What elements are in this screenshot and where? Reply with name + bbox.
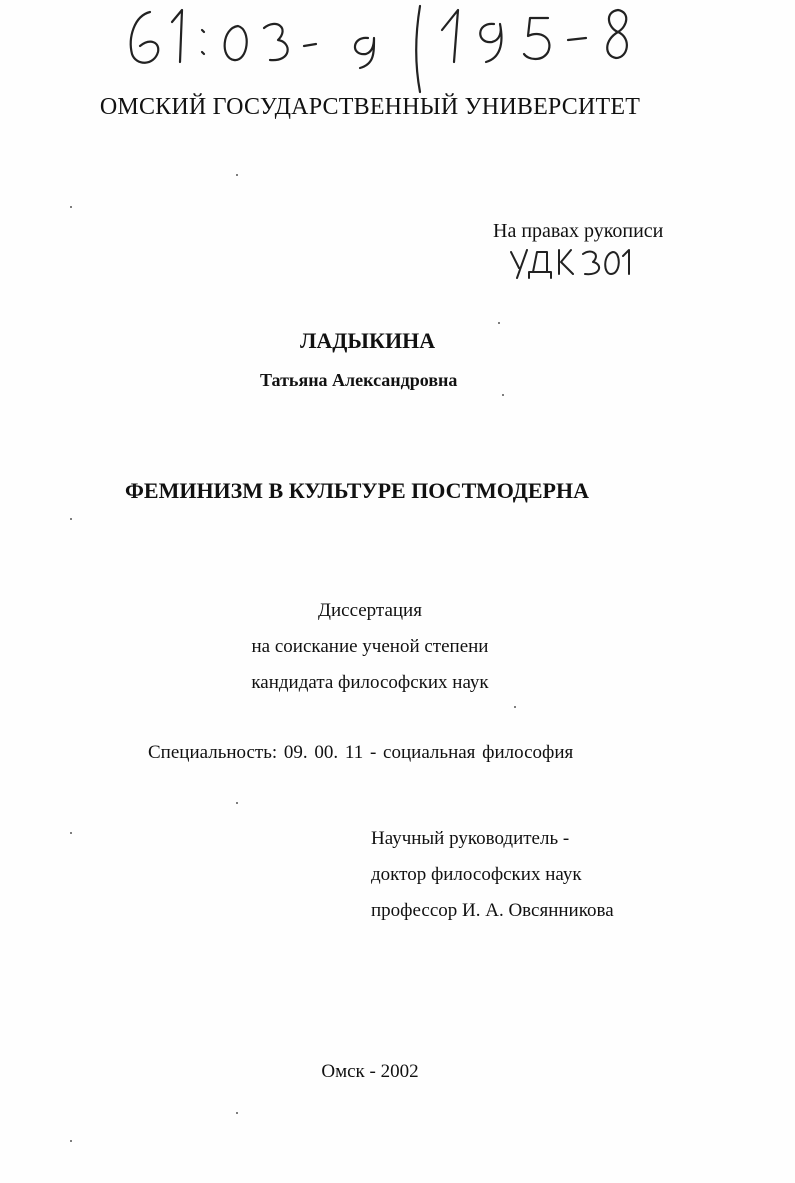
handwritten-udk-code <box>505 244 635 286</box>
advisor-line1: Научный руководитель - <box>371 828 570 849</box>
advisor-line3: профессор И. А. Овсянникова <box>371 900 614 921</box>
scan-speck <box>70 832 72 834</box>
handwritten-udk-drawing <box>505 244 635 286</box>
thesis-type-line1: Диссертация <box>318 600 422 621</box>
scan-speck <box>514 706 516 708</box>
thesis-specialty: Специальность: 09. 00. 11 - социальная философия <box>148 742 574 763</box>
thesis-type-line3: кандидата философских наук <box>251 672 489 693</box>
scan-speck <box>236 1112 238 1114</box>
author-given-names: Татьяна Александровна <box>260 370 458 390</box>
thesis-type-line2: на соискание ученой степени <box>251 636 489 657</box>
author-surname: ЛАДЫКИНА <box>300 328 436 353</box>
advisor-line2: доктор философских наук <box>371 864 582 885</box>
university-name: ОМСКИЙ ГОСУДАРСТВЕННЫЙ УНИВЕРСИТЕТ <box>99 94 641 120</box>
scan-speck <box>502 394 504 396</box>
scan-speck <box>70 206 72 208</box>
city-year: Омск - 2002 <box>321 1061 419 1082</box>
handwritten-archive-code-drawing <box>120 0 650 95</box>
scan-speck <box>70 1140 72 1142</box>
scan-speck <box>498 322 500 324</box>
thesis-title: ФЕМИНИЗМ В КУЛЬТУРЕ ПОСТМОДЕРНА <box>125 478 589 503</box>
scan-speck <box>236 174 238 176</box>
handwritten-archive-code <box>120 0 650 95</box>
scan-speck <box>236 802 238 804</box>
manuscript-rights-note: На правах рукописи <box>493 220 664 242</box>
scan-speck <box>70 518 72 520</box>
